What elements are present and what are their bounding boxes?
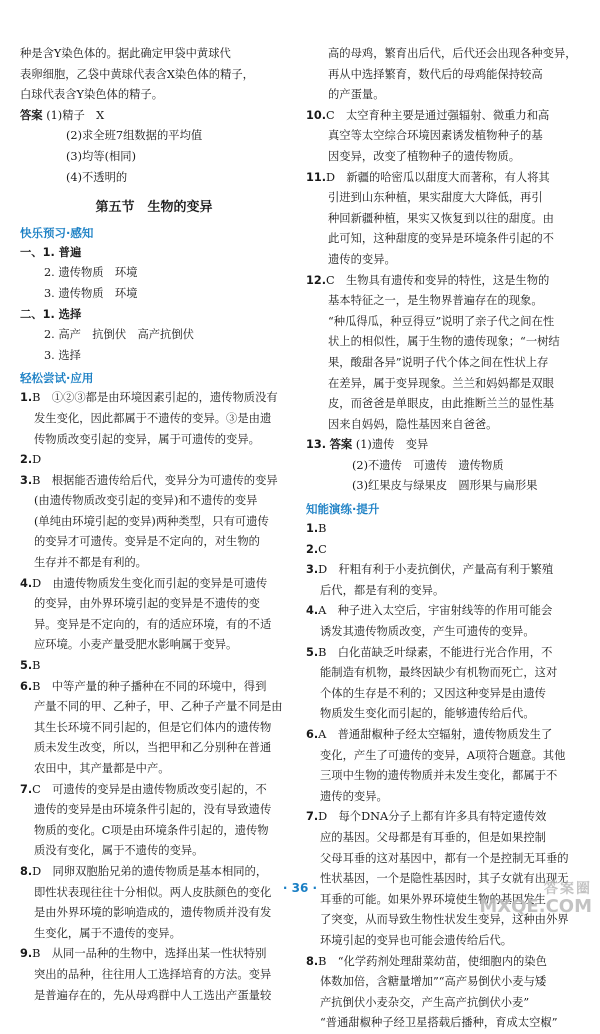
item-number: 7.: [20, 782, 33, 796]
preview-line: 3. 选择: [44, 348, 81, 362]
answer-item: [306, 807, 580, 828]
item-text: 物质发生变化而引起的，能够遗传给后代。: [320, 707, 535, 721]
preview-part2: 二、1. 选择: [20, 307, 82, 321]
answer-item-cont: [20, 718, 288, 739]
answer-item: (1)遗传 变异: [355, 438, 429, 452]
answer-item: [306, 540, 580, 561]
answer-item-cont: [306, 250, 580, 271]
answer-item-cont: [306, 787, 580, 808]
answer-item: [20, 780, 288, 801]
answer-item: (1)精子 X: [46, 108, 105, 122]
answer-item-cont: [20, 409, 288, 430]
answer-item: [20, 656, 288, 677]
item-text: C 生物具有遗传和变异的特性，这是生物的: [326, 273, 550, 287]
answer-item-cont: [20, 553, 288, 574]
text-line: 种是含Y染色体的。据此确定甲袋中黄球代: [20, 47, 231, 60]
item-text: D 由遗传物质发生变化而引起的变异是可遗传: [32, 576, 268, 590]
item-text: 即性状表现往往十分相似。两人皮肤颜色的变化: [34, 885, 272, 899]
answer-block: [20, 106, 288, 127]
item-text: 皮，而爸爸是单眼皮，由此推断兰兰的显性基: [328, 397, 554, 411]
item-number: 9.: [20, 947, 33, 961]
answer-item: [20, 677, 288, 698]
item-number: 3.: [306, 563, 319, 577]
text-line: 白球代表含Y染色体的精子。: [20, 88, 164, 102]
answer-item-cont: [306, 663, 580, 684]
answer-item-cont: [20, 532, 288, 553]
answer-item: [20, 944, 288, 965]
answer-item-cont: [20, 512, 288, 533]
item-text: 物质的变化。C项是由环境条件引起的，遗传物: [34, 823, 269, 837]
item-text: 后代，都是有利的变异。: [320, 583, 445, 597]
continued-paragraph: [306, 44, 580, 106]
answer-item-cont: [306, 353, 580, 374]
item-number: 6.: [306, 728, 319, 741]
section-title: 第五节 生物的变异: [95, 200, 213, 216]
preview-badge: 快乐预习·感知: [20, 225, 94, 240]
item-text: B 从同一品种的生物中，选择出某一性状特别: [32, 947, 267, 961]
item-text: “种瓜得瓜，种豆得豆”说明了亲子代之间在性: [328, 314, 555, 328]
answer-item-cont: [20, 491, 288, 512]
item-text: 的变异才可遗传。变异是不定向的，对生物的: [34, 535, 260, 549]
trial-answers-continued: [306, 106, 580, 436]
item-text: 质没有变化，属于不遗传的变异。: [34, 844, 204, 858]
answer-item: [306, 519, 580, 540]
item-text: C 太空育种主要是通过强辐射、微重力和高: [326, 108, 550, 122]
answer-item-cont: [306, 1013, 580, 1034]
item-number: 13.: [306, 438, 327, 452]
left-column: [20, 44, 288, 1006]
answer-item-cont: [306, 332, 580, 353]
watermark-top: 答案圈: [544, 881, 592, 897]
answer-item-cont: [306, 766, 580, 787]
item-text: 其生长环境不同引起的，但是它们体内的遗传物: [34, 720, 272, 734]
watermark-bottom: MXQE.COM: [479, 896, 592, 917]
item-text: 种回新疆种植，果实又恢复到以往的甜度。由: [328, 211, 554, 225]
item-text: D: [32, 453, 42, 467]
skill-answers: [306, 519, 580, 1034]
item-text: 真空等太空综合环境因素诱发植物种子的基: [328, 129, 543, 143]
item-text: 是由外界环境的影响造成的，遗传物质并没有发: [34, 906, 272, 920]
answer-item-cont: [20, 903, 288, 924]
item-text: 生变化，属于不遗传的变异。: [34, 926, 181, 940]
answer-item-cont: [306, 704, 580, 725]
answer-item: [306, 643, 580, 664]
item-text: C 可遗传的变异是由遗传物质改变引起的，不: [32, 782, 267, 796]
item-text: “普通甜椒种子经卫星搭载后播种，育成太空椒”: [320, 1016, 558, 1030]
answer-item-cont: [306, 374, 580, 395]
item-text: 引进到山东种植，果实甜度大大降低，再引: [328, 191, 543, 205]
item-number: 6.: [20, 679, 33, 693]
answer-item: [20, 388, 288, 409]
answer-item: [20, 862, 288, 883]
answer-item-cont: [20, 635, 288, 656]
item-number: 5.: [306, 645, 319, 659]
item-text: B 根据能否遗传给后代，变异分为可遗传的变异: [32, 473, 278, 487]
item-text: 遗传的变异。: [328, 252, 396, 266]
answer-item-cont: [306, 147, 580, 168]
item-number: 1.: [20, 391, 33, 405]
answer-item-cont: [306, 229, 580, 250]
item-text: 此可知，这种甜度的变异是环境条件引起的不: [328, 232, 554, 246]
answer-item-cont: [306, 746, 580, 767]
item-text: 质未发生改变，所以，当把甲和乙分别种在普通: [34, 741, 272, 755]
item-number: 8.: [306, 954, 319, 968]
watermark-logo: [472, 880, 592, 916]
item-text: 因变异，改变了植物种子的遗传物质。: [328, 149, 521, 163]
answer-label: 答案: [20, 108, 43, 122]
item-text: 遗传的变异是由环境条件引起的，没有导致遗传: [34, 803, 272, 817]
item-text: D 秆粗有利于小麦抗倒伏，产量高有利于繁殖: [318, 563, 554, 577]
answer-item: [20, 574, 288, 595]
answer-item-cont: [306, 291, 580, 312]
item-text: 变化，产生了可遗传的变异，A项符合题意。其他: [320, 748, 566, 762]
item-text: 产抗倒伏小麦杂交，产生高产抗倒伏小麦”: [320, 995, 530, 1009]
item-text: 能制造有机物，最终因缺少有机物而死亡，这对: [320, 666, 558, 680]
item-text: (由遗传物质改变引起的变异)和不遗传的变异: [34, 494, 258, 508]
answer-item-cont: [20, 615, 288, 636]
item-text: 基本特征之一，是生物界普遍存在的现象。: [328, 294, 543, 308]
item-text: B 白化苗缺乏叶绿素，不能进行光合作用，不: [318, 645, 553, 659]
item-number: 3.: [20, 473, 33, 487]
item-number: 4.: [20, 576, 33, 590]
page-number: · 36 ·: [282, 881, 318, 895]
item-text: 耳垂的可能。如果外界环境使生物的基因发生: [320, 892, 546, 906]
item-text: A 种子进入太空后，宇宙射线等的作用可能会: [318, 604, 553, 618]
item-text: 突出的品种，往往用人工选择培育的方法。变异: [34, 967, 272, 981]
answer-item-cont: [306, 828, 580, 849]
answer-item: [306, 952, 580, 973]
item-text: 应环境。小麦产量受肥水影响属于变异。: [34, 638, 238, 652]
answer-item-cont: [20, 697, 288, 718]
answer-item-cont: [306, 972, 580, 993]
answer-item-cont: [20, 821, 288, 842]
answer-label: 答案: [329, 438, 353, 452]
item-number: 2.: [306, 542, 319, 556]
item-number: 12.: [306, 273, 327, 287]
preview-line: 2. 高产 抗倒伏 高产抗倒伏: [44, 328, 194, 342]
text-line: 再从中选择繁育，数代后的母鸡能保持较高: [328, 67, 543, 81]
answer-item-cont: [20, 986, 288, 1007]
item-text: D 新疆的哈密瓜以甜度大而著称，有人将其: [326, 170, 550, 184]
answer-item-cont: [306, 849, 580, 870]
item-text: 个体的生存是不利的；又因这种变异是由遗传: [320, 686, 546, 700]
answer-item: (2)不遗传 可遗传 遗传物质: [352, 458, 504, 472]
text-line: 高的母鸡，繁育出后代，后代还会出现各种变异，: [328, 47, 577, 60]
answer-item: [306, 560, 580, 581]
answer-item: [306, 601, 580, 622]
item-text: 传物质改变引起的变异，属于可遗传的变异。: [34, 432, 260, 446]
item-number: 1.: [306, 522, 319, 536]
item-text: 产量不同的甲、乙种子，甲、乙种子产量不同是由: [34, 700, 283, 714]
answer-item-cont: [20, 430, 288, 451]
answer-item: [306, 168, 580, 189]
answer-item-cont: [306, 394, 580, 415]
item-text: 性状基因，一个是隐性基因时，其子女就有出现无: [320, 872, 569, 886]
item-number: 11.: [306, 170, 327, 184]
item-text: 三项中生物的遗传物质并未发生变化，都属于不: [320, 769, 558, 783]
item-text: 环境引起的变异也可能会遗传给后代。: [320, 933, 513, 947]
item-text: 状上的相似性，属于生物的遗传现象；“一树结: [328, 335, 560, 349]
text-line: 表卵细胞，乙袋中黄球代表含X染色体的精子，: [20, 67, 254, 81]
item-text: 应的基因。父母都是有耳垂的，但是如果控制: [320, 830, 546, 844]
answer-item-cont: [306, 581, 580, 602]
item-text: B: [318, 522, 327, 536]
answer-item-cont: [20, 924, 288, 945]
item-number: 2.: [20, 453, 33, 467]
answer-item: (3)红果皮与绿果皮 圆形果与扁形果: [352, 479, 538, 493]
answer-item: [306, 725, 580, 746]
item-text: 因来自妈妈，隐性基因来自爸爸。: [328, 417, 498, 431]
answer-item-cont: [306, 209, 580, 230]
item-text: B “化学药剂处理甜菜幼苗，使细胞内的染色: [318, 954, 547, 968]
item-text: A 普通甜椒种子经太空辐射，遗传物质发生了: [318, 728, 553, 741]
item-text: B ①②③都是由环境因素引起的，遗传物质没有: [32, 391, 278, 405]
answer-item-cont: [20, 594, 288, 615]
trial-badge: 轻松尝试·应用: [20, 371, 94, 386]
item-text: 异。变异是不定向的，有的适应环境，有的不适: [34, 617, 272, 631]
item-text: B 中等产量的种子播种在不同的环境中，得到: [32, 679, 267, 693]
preview-part1: 一、1. 普遍: [20, 245, 82, 259]
item-number: 8.: [20, 864, 33, 878]
trial-answers: [20, 388, 288, 1006]
answer-13: [306, 435, 580, 456]
preview-line: 3. 遗传物质 环境: [44, 286, 138, 300]
answer-item: (4)不透明的: [66, 170, 128, 184]
answer-item-cont: [306, 931, 580, 952]
answer-item-cont: [20, 841, 288, 862]
answer-item-cont: [306, 312, 580, 333]
answer-item-cont: [306, 415, 580, 436]
item-number: 10.: [306, 108, 327, 122]
intro-paragraph: [20, 44, 288, 106]
item-text: 农田中，其产量都是中产。: [34, 762, 170, 775]
item-text: 的变异，由外界环境引起的变异是不遗传的变: [34, 597, 260, 611]
answer-item-cont: [306, 126, 580, 147]
answer-item-cont: [20, 965, 288, 986]
text-line: 的产蛋量。: [328, 88, 385, 102]
answer-item-cont: [306, 622, 580, 643]
item-text: 遗传的变异。: [320, 789, 388, 803]
item-text: 诱发其遗传物质改变，产生可遗传的变异。: [320, 625, 535, 639]
item-text: D 同卵双胞胎兄弟的遗传物质是基本相同的，: [32, 864, 268, 878]
preview-line: 2. 遗传物质 环境: [44, 266, 138, 280]
answer-item: [306, 271, 580, 292]
item-text: C: [318, 542, 327, 556]
item-text: 父母耳垂的这对基因中，都有一个是控制无耳垂的: [320, 851, 569, 865]
item-text: (单纯由环境引起的变异)两种类型，只有可遗传: [34, 514, 269, 528]
item-text: 在差异，属于变异现象。兰兰和妈妈都是双眼: [328, 376, 554, 390]
item-text: 生存并不都是有利的。: [34, 556, 147, 570]
answer-item: (3)均等(相同): [66, 149, 137, 163]
item-number: 7.: [306, 810, 319, 824]
answer-item-cont: [306, 993, 580, 1014]
answer-item-cont: [20, 759, 288, 780]
item-text: D 每个DNA分子上都有许多具有特定遗传效: [318, 810, 547, 824]
answer-item-cont: [306, 684, 580, 705]
answer-item-cont: [306, 188, 580, 209]
answer-item: [20, 471, 288, 492]
item-text: 了突变，从而导致生物性状发生变异，这种由外界: [320, 913, 569, 927]
answer-item: [306, 106, 580, 127]
item-text: 果，酸甜各异”说明子代个体之间在性状上存: [328, 355, 549, 369]
item-text: 是普遍存在的，先从母鸡群中人工选出产蛋量较: [34, 988, 272, 1002]
item-number: 4.: [306, 604, 319, 618]
answer-item: (2)求全班7组数据的平均值: [66, 129, 203, 143]
answer-item-cont: [20, 738, 288, 759]
item-text: 发生变化，因此都属于不遗传的变异。③是由遗: [34, 411, 272, 425]
item-number: 5.: [20, 659, 33, 673]
item-text: B: [32, 659, 41, 673]
answer-item-cont: [20, 800, 288, 821]
skill-badge: 知能演练·提升: [306, 502, 380, 517]
answer-item: [20, 450, 288, 471]
item-text: 体数加倍，含糖量增加”“高产易倒伏小麦与矮: [320, 975, 547, 989]
